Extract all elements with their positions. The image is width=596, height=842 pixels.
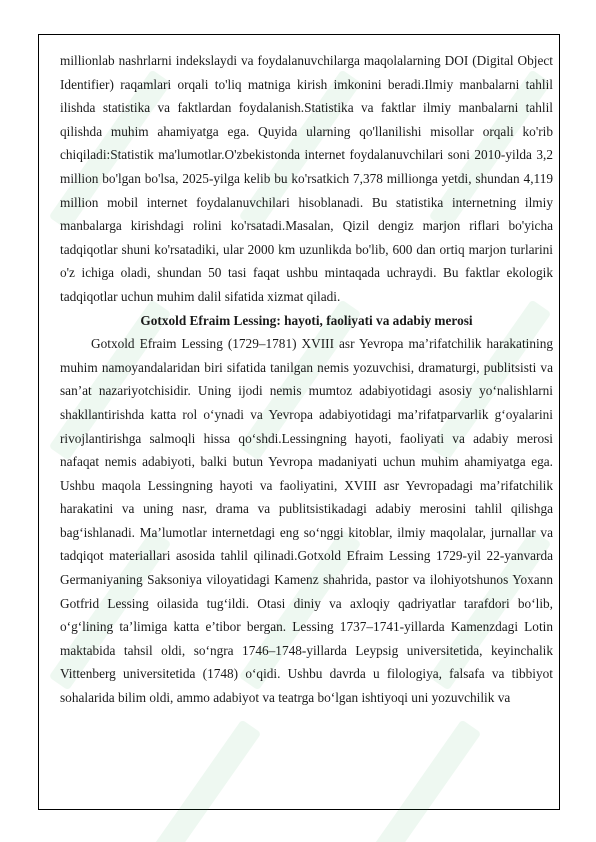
paragraph: Gotxold Efraim Lessing (1729–1781) XVIII asr Yevropa ma’rifatchilik harakatining muhim namoyandalaridan biri sifatida tanilgan nemis yozuvchisi, dramaturgi, publitsisti va san’at nazariyotchisidir. Uning ijodi nemis mumtoz adabiyotidagi asosiy yo‘nalishlarni shakllantirishda katta rol o‘ynadi va Yevropa adabiyotidagi ma’rifatparvarlik g‘oyalarini rivojlantirishga salmoqli hissa qo‘shdi.Lessingning hayoti, faoliyati va adabiy merosi nafaqat nemis adabiyoti, balki butun Yevropa madaniyati uchun muhim ahamiyatga ega. Ushbu maqola Lessingning hayoti va faoliyatini, XVIII asr Yevropadagi ma’rifatchilik harakatini va uning nasr, drama va publitsistikadagi adabiy merosini tahlil qilishga bag‘ishlanadi. Ma’lumotlar internetdagi eng so‘nggi kitoblar, ilmiy maqolalar, jurnallar va tadqiqot materiallari asosida tahlil qilinadi.Gotxold Efraim Lessing 1729-yil 22-yanvarda Germaniyaning Saksoniya viloyatidagi Kamenz shahrida, pastor va ilohiyotshunos Yoxann Gotfrid Lessing oilasida tug‘ildi. Otasi diniy va axloqiy qadriyatlar tarafdori bo‘lib, o‘g‘lining ta’limiga katta e’tibor bergan. Lessing 1737–1741-yillarda Kamenzdagi Lotin maktabida tahsil oldi, so‘ngra 1746–1748-yillarda Leypsig universitetida, keyinchalik Vittenberg universitetida (1748) o‘qidi. Ushbu davrda u filologiya, falsafa va tibbiyot sohalarida bilim oldi, ammo adabiyot va teatrga bo‘lgan ishtiyoqi uni yozuvchilik va <box>60 336 553 706</box>
section-heading: Gotxold Efraim Lessing: hayoti, faoliyati va adabiy merosi <box>140 312 473 328</box>
document-body <box>60 49 553 710</box>
paragraph: millionlab nashrlarni indekslaydi va foydalanuvchilarga maqolalarning DOI (Digital Object Identifier) raqamlari orqali to'liq matniga kirish imkonini beradi.Ilmiy manbalarni tahlil ilishda statistika va faktlardan foydalanish.Statistika va faktlar ilmiy manbalarni tahlil qilishda muhim ahamiyatga ega. Quyida ularning qo'llanilishi misollar orqali ko'rib chiqiladi:Statistik ma'lumotlar.O'zbekistonda internet foydalanuvchilari soni 2010-yilda 3,2 million bo'lgan bo'lsa, 2025-yilga kelib bu ko'rsatkich 7,378 millionga yetdi, shundan 4,119 million mobil internet foydalanuvchilari hisoblanadi. Bu statistika internetning ilmiy manbalarga kirishdagi rolini ko'rsatadi.Masalan, Qizil dengiz marjon riflari bo'yicha tadqiqotlar shuni ko'rsatadiki, ular 2000 km uzunlikda bo'lib, 600 dan ortiq marjon turlarini o'z ichiga oladi, shundan 50 tasi faqat ushbu mintaqada uchraydi. Bu faktlar ekologik tadqiqotlar uchun muhim dalil sifatida xizmat qiladi. <box>60 53 553 304</box>
